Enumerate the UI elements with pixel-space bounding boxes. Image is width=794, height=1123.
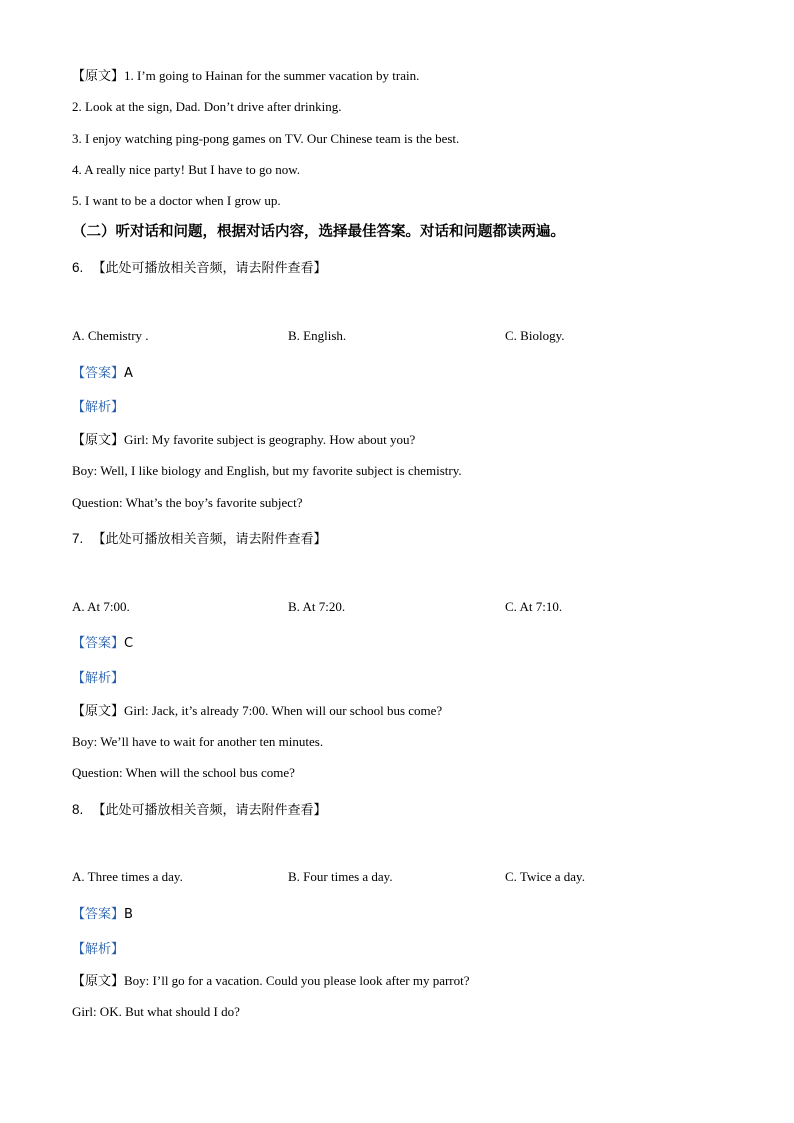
- transcript-text: 1. I’m going to Hainan for the summer vacation by train.: [124, 68, 420, 83]
- question-7-option-b[interactable]: B. At 7:20.: [288, 599, 346, 614]
- answer-value: C: [124, 636, 134, 651]
- transcript-text: Girl: My favorite subject is geography. How about you?: [124, 432, 416, 447]
- question-6-header: [72, 260, 327, 277]
- transcript-1-line-4: 4. A really nice party! But I have to go now.: [72, 162, 301, 177]
- question-8-option-a[interactable]: A. Three times a day.: [72, 869, 183, 884]
- question-7-option-a[interactable]: A. At 7:00.: [72, 599, 130, 614]
- audio-note: 【此处可播放相关音频，请去附件查看】: [92, 803, 327, 818]
- question-7-transcript-line-3: Question: When will the school bus come?: [72, 765, 295, 780]
- question-8-transcript-line-1: [72, 973, 470, 990]
- question-6-transcript-line-2: Boy: Well, I like biology and English, but my favorite subject is chemistry.: [72, 463, 462, 478]
- question-8-option-b[interactable]: B. Four times a day.: [288, 869, 393, 884]
- transcript-text: Boy: I’ll go for a vacation. Could you please look after my parrot?: [124, 973, 470, 988]
- question-8-transcript-line-2: Girl: OK. But what should I do?: [72, 1004, 240, 1019]
- question-8-header: [72, 802, 327, 819]
- answer-value: B: [124, 907, 133, 922]
- question-6-option-a[interactable]: A. Chemistry .: [72, 328, 149, 343]
- transcript-1-line-1: [72, 68, 419, 85]
- transcript-1-line-2: 2. Look at the sign, Dad. Don’t drive after drinking.: [72, 99, 342, 114]
- question-6-option-b[interactable]: B. English.: [288, 328, 347, 343]
- answer-tag: 【答案】: [72, 366, 125, 381]
- transcript-1-line-3: 3. I enjoy watching ping-pong games on TV. Our Chinese team is the best.: [72, 131, 460, 146]
- question-7-header: [72, 531, 327, 548]
- question-6-option-c[interactable]: C. Biology.: [505, 328, 565, 343]
- transcript-tag: 【原文】: [72, 704, 125, 719]
- transcript-1-line-5: 5. I want to be a doctor when I grow up.: [72, 193, 281, 208]
- question-6-answer: [72, 365, 133, 382]
- transcript-tag: 【原文】: [72, 974, 125, 989]
- transcript-text: Girl: Jack, it’s already 7:00. When will our school bus come?: [124, 703, 443, 718]
- question-number: 7.: [72, 531, 84, 546]
- answer-value: A: [124, 366, 133, 381]
- question-7-analysis-tag: 【解析】: [72, 671, 125, 686]
- question-7-answer: [72, 635, 133, 652]
- question-7-transcript-line-2: Boy: We’ll have to wait for another ten minutes.: [72, 734, 324, 749]
- question-7-transcript-line-1: [72, 703, 442, 720]
- transcript-tag: 【原文】: [72, 69, 125, 84]
- answer-tag: 【答案】: [72, 907, 125, 922]
- transcript-tag: 【原文】: [72, 433, 125, 448]
- audio-note: 【此处可播放相关音频，请去附件查看】: [92, 532, 327, 547]
- section-2-heading: （二）听对话和问题，根据对话内容，选择最佳答案。对话和问题都读两遍。: [72, 224, 565, 240]
- question-number: 8.: [72, 802, 84, 817]
- audio-note: 【此处可播放相关音频，请去附件查看】: [92, 261, 327, 276]
- question-6-transcript-line-3: Question: What’s the boy’s favorite subject?: [72, 495, 303, 510]
- question-6-transcript-line-1: [72, 432, 415, 449]
- question-8-option-c[interactable]: C. Twice a day.: [505, 869, 585, 884]
- question-7-option-c[interactable]: C. At 7:10.: [505, 599, 563, 614]
- question-8-analysis-tag: 【解析】: [72, 942, 125, 957]
- question-6-analysis-tag: 【解析】: [72, 400, 125, 415]
- answer-tag: 【答案】: [72, 636, 125, 651]
- question-number: 6.: [72, 260, 84, 275]
- question-8-answer: [72, 906, 133, 923]
